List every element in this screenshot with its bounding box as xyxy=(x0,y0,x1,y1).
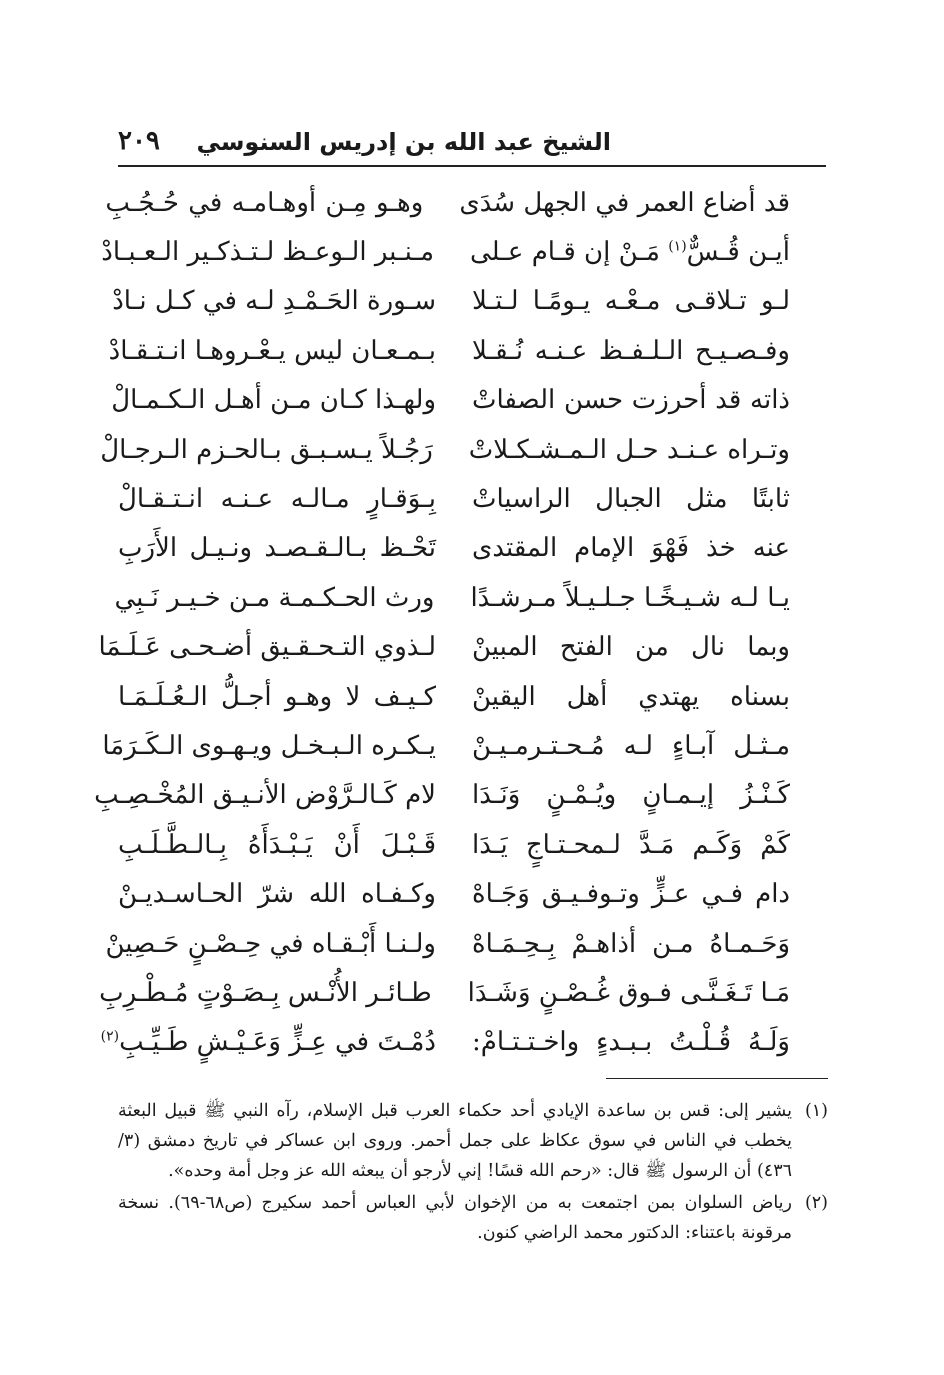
first-hemistich: عنه خذ فَهْوَ الإمام المقتدى xyxy=(472,533,790,564)
verse xyxy=(100,425,790,474)
first-hemistich: مـثـل آبـاءٍ لـه مُـحـتـرمـيـنْ xyxy=(472,730,790,761)
poem xyxy=(94,178,790,1067)
footnote xyxy=(118,1188,828,1248)
second-hemistich: ولـنـا أَبْـقـاه في حِـصْـنٍ حَـصِينْ xyxy=(105,928,436,959)
hemistich-part: دُمْـتَ في عِـزٍّ وَعَـيْـشٍ طَـيِّـبِ xyxy=(119,1027,436,1058)
first-hemistich: ذاته قد أحرزت حسن الصفاتْ xyxy=(472,385,790,416)
page-header xyxy=(118,122,826,166)
second-hemistich: وكـفـاه الله شرّ الحـاسـديـنْ xyxy=(118,879,436,910)
hemistich-part: مَـنْ إن قـام عـلى xyxy=(470,237,669,268)
second-hemistich: مـنـبر الـوعـظ لـتـذكـير الـعـبـادْ xyxy=(101,237,435,268)
first-hemistich xyxy=(452,237,790,268)
footnote-ref: (١) xyxy=(668,238,687,255)
verse xyxy=(114,573,790,622)
hemistich-part: أيـن قُـسٌّ xyxy=(686,237,790,268)
verse xyxy=(118,524,790,573)
second-hemistich: بِـوَقـارٍ مـالـه عـنـه انـتـقـالْ xyxy=(118,484,436,515)
first-hemistich: وبما نال من الفتح المبينْ xyxy=(472,632,790,663)
verse xyxy=(111,376,790,425)
first-hemistich: وفـصـيـح الـلـفـظ عـنـه نُـقـلا xyxy=(472,335,790,366)
verse xyxy=(112,277,790,326)
verse xyxy=(118,672,790,721)
verse xyxy=(100,1018,790,1067)
second-hemistich: قَـبْـلَ أَنْ يَـبْـدَأَهُ بِـالـطَّـلَـبِ xyxy=(118,829,436,860)
first-hemistich: كَـنْـزُ إيـمـانٍ ويُـمْـنٍ وَنَـدَا xyxy=(472,780,790,811)
footnote-mark: (٢) xyxy=(804,1193,828,1213)
first-hemistich: وَحَـمـاهُ مـن أذاهـمْ بِـحِـمَـاهْ xyxy=(472,928,790,959)
footnote-text: يشير إلى: قس بن ساعدة الإيادي أحد حكماء العرب قبل الإسلام، رآه النبي ﷺ قبيل البعثة يخطب في الناس في سوق عكاظ على جمل أحمر. وروى ابن عساكر في تاريخ دمشق (٣/ ٤٣٦) أن الرسول ﷺ قال: «رحم الله قسًا! إني لأرجو أن يبعثه الله عز وجل أمة وحده». xyxy=(118,1101,792,1181)
second-hemistich: لـذوي التـحـقـيق أضـحـى عَـلَـمَا xyxy=(98,632,436,663)
verse xyxy=(99,968,790,1017)
footnote-text: رياض السلوان بمن اجتمعت به من الإخوان لأبي العباس أحمد سكيرج (ص٦٨-٦٩). نسخة مرقونة باعتناء: الدكتور محمد الراضي كنون. xyxy=(118,1193,792,1243)
verse xyxy=(118,820,790,869)
second-hemistich: ولهـذا كـان مـن أهـل الـكـمـالْ xyxy=(111,385,436,416)
verse xyxy=(118,474,790,523)
footnote-rule xyxy=(606,1078,828,1079)
footnote-ref: (٢) xyxy=(100,1028,120,1045)
second-hemistich: وهـو مِـن أوهـامـه في حُـجُـبِ xyxy=(105,187,424,218)
second-hemistich: سـورة الحَـمْـدِ لـه في كـل نـادْ xyxy=(112,286,436,317)
footnote xyxy=(118,1096,828,1186)
first-hemistich: بسناه يهتدي أهل اليقينْ xyxy=(472,681,790,712)
verse xyxy=(102,721,790,770)
first-hemistich: كَمْ وَكَـم مَـدَّ لـمحـتـاجٍ يَـدَا xyxy=(472,829,790,860)
second-hemistich: بـمـعـان ليس يـعْـروهـا انـتـقـادْ xyxy=(108,335,436,366)
verse xyxy=(105,178,790,227)
first-hemistich: ثابتًا مثل الجبال الراسياتْ xyxy=(472,484,790,515)
first-hemistich: وَلَـهُ قُـلْـتُ بـبـدءٍ واخـتـتـامْ: xyxy=(472,1027,790,1058)
second-hemistich: طـائـر الأُنْـس بِـصَـوْتٍ مُـطْـرِبِ xyxy=(99,977,432,1008)
first-hemistich: يـا لـه شـيـخًـا جـلـيـلاً مـرشـدًا xyxy=(470,582,790,613)
verse xyxy=(108,326,790,375)
page-number: ٢٠٩ xyxy=(118,126,160,156)
footnotes xyxy=(118,1096,828,1250)
verse xyxy=(94,771,790,820)
second-hemistich: رَجُـلاً يـسـبـق بـالحـزم الـرجـالْ xyxy=(100,434,433,465)
second-hemistich xyxy=(100,1027,454,1058)
first-hemistich: قد أضاع العمر في الجهل سُدَى xyxy=(459,187,790,218)
second-hemistich: ورث الحـكـمـة مـن خـيـر نَـبِي xyxy=(114,582,435,613)
second-hemistich: تَحْـظ بـالـقـصـد ونـيـل الأَرَبِ xyxy=(118,533,436,564)
running-title: الشيخ عبد الله بن إدريس السنوسي xyxy=(196,128,611,156)
verse xyxy=(105,919,790,968)
footnote-mark: (١) xyxy=(804,1101,828,1121)
first-hemistich: مَـا تَـغَـنَّـى فـوق غُـصْـنٍ وَشَـدَا xyxy=(467,977,790,1008)
second-hemistich: يـكـره الـبـخـل ويـهـوى الـكَـرَمَا xyxy=(102,730,436,761)
verse xyxy=(118,869,790,918)
first-hemistich: دام فـي عـزٍّ وتـوفـيـق وَجَـاهْ xyxy=(472,879,790,910)
verse xyxy=(98,623,790,672)
header-rule xyxy=(118,165,826,167)
first-hemistich: وتـراه عـنـد حـل الـمـشـكـلاتْ xyxy=(468,434,790,465)
second-hemistich: لام كَـالـرَّوْض الأنـيـق المُخْـصِـبِ xyxy=(94,780,436,811)
second-hemistich: كـيـف لا وهـو أجـلُّ الـعُـلَـمَـا xyxy=(118,681,436,712)
first-hemistich: لـو تـلاقـى مـعْـه يـومًـا لـتـلا xyxy=(472,286,790,317)
verse xyxy=(101,227,790,276)
